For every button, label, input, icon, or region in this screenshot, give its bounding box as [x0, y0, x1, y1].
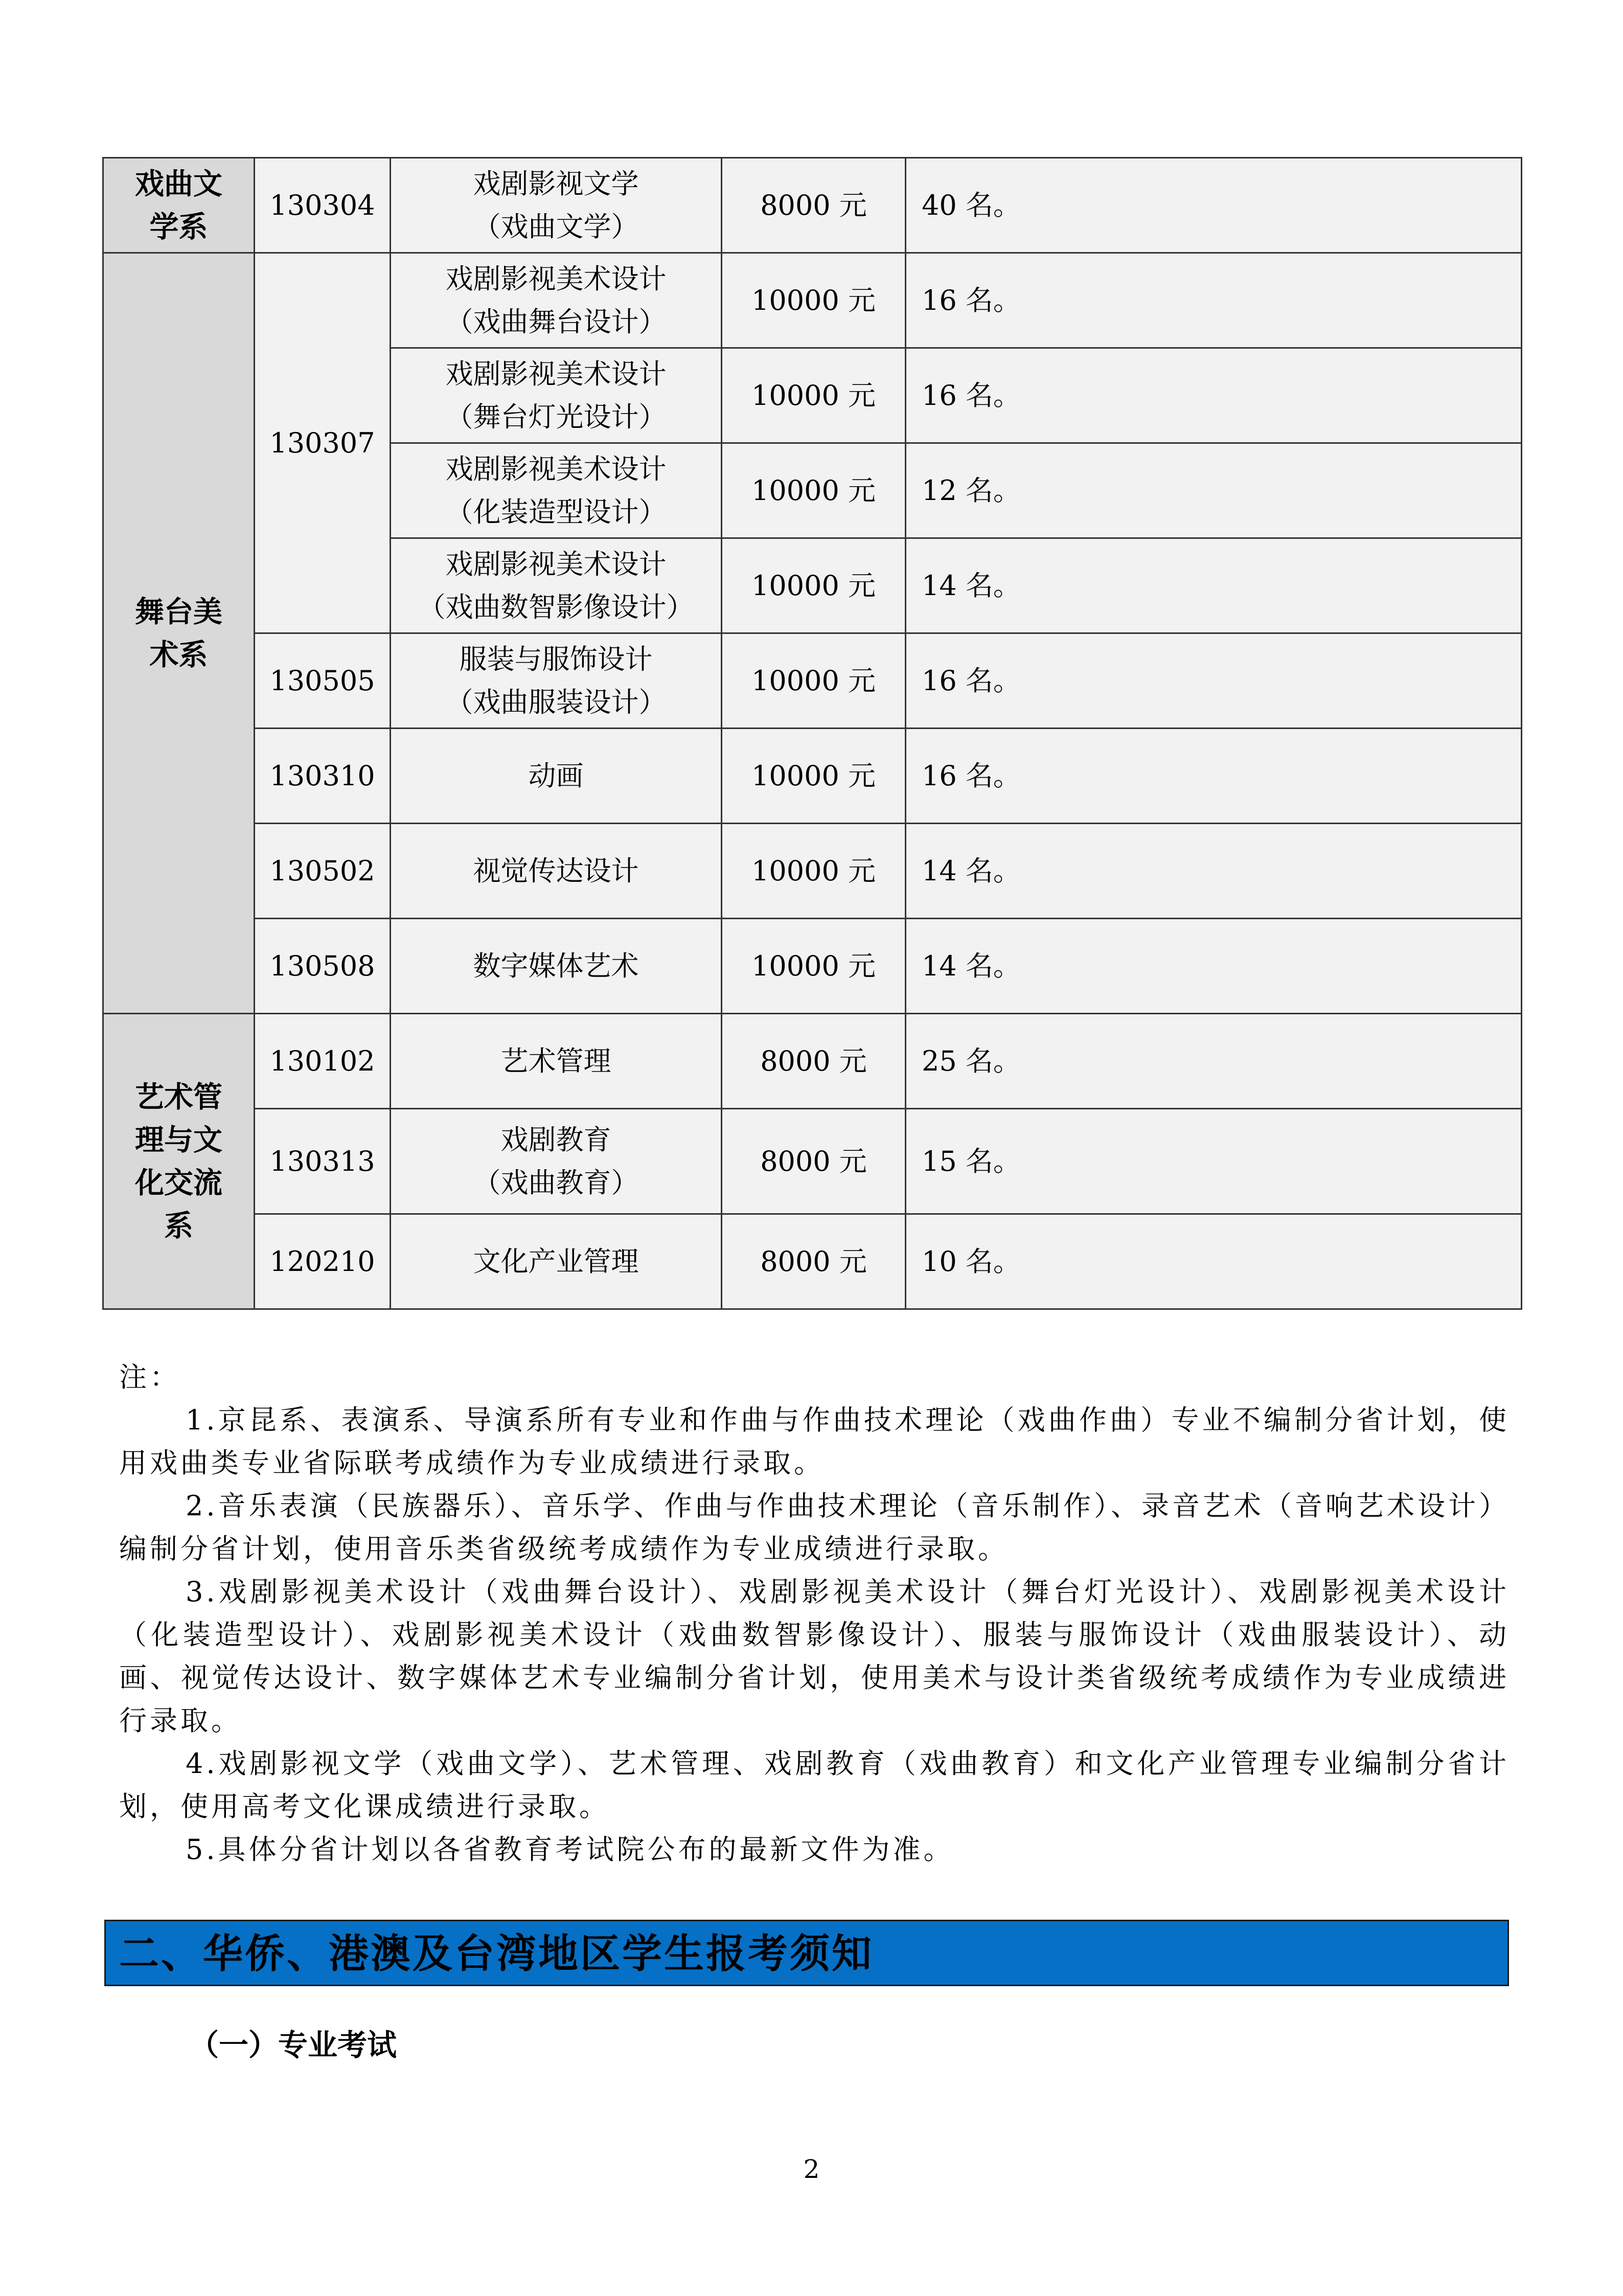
table-row — [103, 919, 1522, 1014]
major-name: 戏剧影视美术设计 （舞台灯光设计） — [391, 348, 722, 443]
tuition-fee: 10000 元 — [722, 824, 906, 919]
tuition-fee: 10000 元 — [722, 729, 906, 824]
enrollment-quota: 14 名。 — [906, 824, 1522, 919]
section-title: 二、华侨、港澳及台湾地区学生报考须知 — [119, 1931, 874, 1977]
section-heading-banner — [104, 1920, 1509, 1986]
note-item: 5.具体分省计划以各省教育考试院公布的最新文件为准。 — [186, 1833, 954, 1866]
enrollment-quota: 40 名。 — [906, 158, 1522, 253]
tuition-fee: 10000 元 — [722, 443, 906, 538]
major-code: 130313 — [255, 1109, 391, 1214]
major-code: 130310 — [255, 729, 391, 824]
tuition-fee: 10000 元 — [722, 253, 906, 348]
enrollment-quota: 14 名。 — [906, 538, 1522, 633]
major-name: 戏剧影视美术设计 （化装造型设计） — [391, 443, 722, 538]
tuition-fee: 10000 元 — [722, 538, 906, 633]
enrollment-quota: 15 名。 — [906, 1109, 1522, 1214]
major-name: 服装与服饰设计 （戏曲服装设计） — [391, 633, 722, 729]
table-row — [103, 1109, 1522, 1214]
subsection-heading: （一）专业考试 — [189, 2028, 397, 2062]
tuition-fee: 8000 元 — [722, 1014, 906, 1109]
tuition-fee: 8000 元 — [722, 158, 906, 253]
enrollment-quota: 25 名。 — [906, 1014, 1522, 1109]
enrollment-quota: 10 名。 — [906, 1214, 1522, 1309]
major-name: 艺术管理 — [391, 1014, 722, 1109]
tuition-fee: 10000 元 — [722, 919, 906, 1014]
enrollment-quota: 16 名。 — [906, 348, 1522, 443]
tuition-fee: 10000 元 — [722, 633, 906, 729]
major-name: 数字媒体艺术 — [391, 919, 722, 1014]
department-cell: 戏曲文 学系 — [103, 158, 255, 253]
major-name: 动画 — [391, 729, 722, 824]
major-code: 130502 — [255, 824, 391, 919]
major-name: 戏剧教育 （戏曲教育） — [391, 1109, 722, 1214]
major-name: 文化产业管理 — [391, 1214, 722, 1309]
department-cell: 舞台美 术系 — [103, 253, 255, 1014]
major-code: 120210 — [255, 1214, 391, 1309]
note-item: 4.戏剧影视文学（戏曲文学）、艺术管理、戏剧教育（戏曲教育）和文化产业管理专业编制分省计划，使用高考文化课成绩进行录取。 — [119, 1747, 1510, 1823]
major-code: 130304 — [255, 158, 391, 253]
tuition-fee: 8000 元 — [722, 1214, 906, 1309]
note-item: 2.音乐表演（民族器乐）、音乐学、作曲与作曲技术理论（音乐制作）、录音艺术（音响艺术设计）编制分省计划，使用音乐类省级统考成绩作为专业成绩进行录取。 — [119, 1490, 1510, 1565]
table-row — [103, 633, 1522, 729]
enrollment-quota: 16 名。 — [906, 253, 1522, 348]
enrollment-quota: 16 名。 — [906, 729, 1522, 824]
tuition-fee: 8000 元 — [722, 1109, 906, 1214]
major-name: 戏剧影视美术设计 （戏曲数智影像设计） — [391, 538, 722, 633]
notes-section — [119, 1356, 1510, 1871]
table-row — [103, 158, 1522, 253]
major-code: 130102 — [255, 1014, 391, 1109]
admission-plan-table — [102, 157, 1522, 1310]
enrollment-quota: 14 名。 — [906, 919, 1522, 1014]
major-code: 130307 — [255, 253, 391, 633]
note-item: 3.戏剧影视美术设计（戏曲舞台设计）、戏剧影视美术设计（舞台灯光设计）、戏剧影视美术设计（化装造型设计）、戏剧影视美术设计（戏曲数智影像设计）、服装与服饰设计（戏曲服装设计）、动画、视觉传达设计、数字媒体艺术专业编制分省计划，使用美术与设计类省级统考成绩作为专业成绩进行录取。 — [119, 1576, 1510, 1737]
major-code: 130505 — [255, 633, 391, 729]
enrollment-quota: 16 名。 — [906, 633, 1522, 729]
table-row — [103, 253, 1522, 348]
table-row — [103, 824, 1522, 919]
table-row — [103, 1214, 1522, 1309]
table-row — [103, 1014, 1522, 1109]
enrollment-quota: 12 名。 — [906, 443, 1522, 538]
major-name: 戏剧影视文学 （戏曲文学） — [391, 158, 722, 253]
notes-title: 注： — [119, 1361, 180, 1393]
tuition-fee: 10000 元 — [722, 348, 906, 443]
major-code: 130508 — [255, 919, 391, 1014]
major-name: 视觉传达设计 — [391, 824, 722, 919]
department-cell: 艺术管 理与文 化交流 系 — [103, 1014, 255, 1309]
table-row — [103, 729, 1522, 824]
page-number: 2 — [803, 2154, 820, 2184]
note-item: 1.京昆系、表演系、导演系所有专业和作曲与作曲技术理论（戏曲作曲）专业不编制分省计划，使用戏曲类专业省际联考成绩作为专业成绩进行录取。 — [119, 1404, 1510, 1479]
major-name: 戏剧影视美术设计 （戏曲舞台设计） — [391, 253, 722, 348]
